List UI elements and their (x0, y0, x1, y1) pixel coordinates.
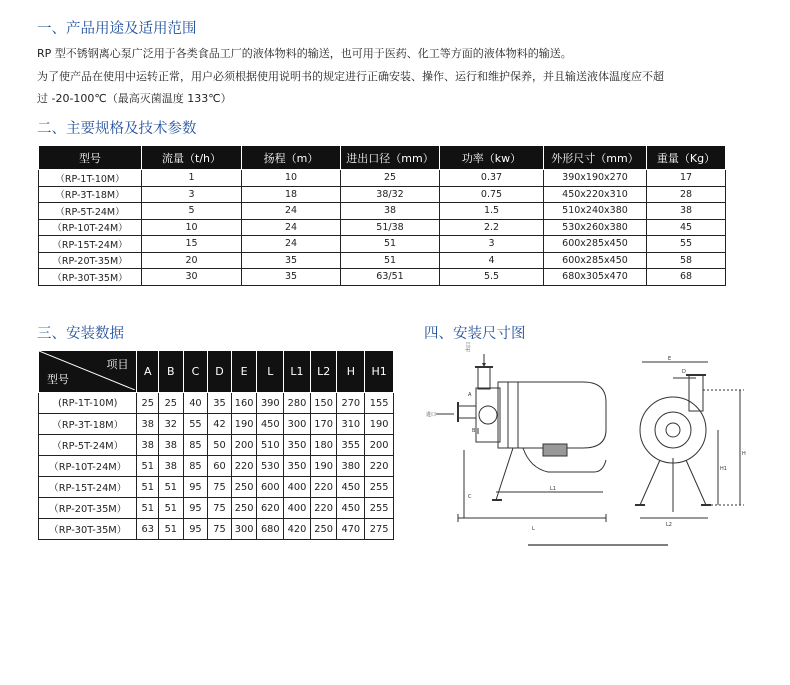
spec-cell: 24 (242, 219, 341, 236)
install-header-d: D (208, 351, 232, 393)
spec-cell: 5.5 (440, 269, 544, 286)
spec-cell: 25 (341, 170, 440, 187)
spec-cell: 3 (440, 236, 544, 253)
install-cell: 155 (365, 393, 394, 414)
install-cell: 350 (284, 456, 311, 477)
install-cell: 530 (257, 456, 284, 477)
spec-cell: 55 (647, 236, 726, 253)
install-cell: 300 (231, 519, 257, 540)
install-cell: 255 (365, 498, 394, 519)
install-cell: 190 (365, 414, 394, 435)
install-cell: （RP-10T-24M） (39, 456, 137, 477)
intro-line-2: 为了使产品在使用中运转正常，用户必须根据使用说明书的规定进行正确安装、操作、运行和维护保养，并且输送液体温度应不超 (37, 70, 664, 83)
install-cell: 35 (208, 393, 232, 414)
junction-box (543, 444, 567, 456)
spec-cell: （RP-30T-35M） (39, 269, 142, 286)
spec-cell: 24 (242, 203, 341, 220)
spec-cell: （RP-3T-18M） (39, 186, 142, 203)
spec-cell: 51 (341, 252, 440, 269)
install-cell: 220 (310, 477, 337, 498)
install-cell: 85 (183, 435, 208, 456)
install-row (39, 435, 394, 456)
dim-L-label: L (532, 526, 535, 532)
spec-cell: （RP-15T-24M） (39, 236, 142, 253)
install-cell: 450 (257, 414, 284, 435)
install-header-h: H (337, 351, 365, 393)
section1-title: 一、产品用途及适用范围 (37, 21, 197, 37)
dim-E-label: E (668, 356, 672, 362)
spec-cell: 28 (647, 186, 726, 203)
install-cell: 51 (159, 498, 184, 519)
spec-cell: （RP-1T-10M） (39, 170, 142, 187)
install-cell: 85 (183, 456, 208, 477)
install-cell: 510 (257, 435, 284, 456)
outlet-pipe (478, 367, 490, 389)
install-row (39, 477, 394, 498)
install-cell: 50 (208, 435, 232, 456)
install-cell: 220 (365, 456, 394, 477)
spec-cell: 15 (142, 236, 242, 253)
install-cell: 380 (337, 456, 365, 477)
spec-row (39, 252, 726, 269)
spec-cell: 1.5 (440, 203, 544, 220)
install-cell: （RP-5T-24M） (39, 435, 137, 456)
section4-title: 四、安装尺寸图 (424, 326, 526, 342)
front-inlet-circle (666, 423, 680, 437)
spec-row (39, 269, 726, 286)
spec-cell: 600x285x450 (544, 236, 647, 253)
install-cell: 170 (310, 414, 337, 435)
install-cell: 51 (159, 519, 184, 540)
install-header-h1: H1 (365, 351, 394, 393)
spec-cell: 63/51 (341, 269, 440, 286)
install-cell: 180 (310, 435, 337, 456)
spec-cell: 20 (142, 252, 242, 269)
install-cell: 75 (208, 519, 232, 540)
install-table (38, 350, 394, 540)
spec-header-3: 进出口径（mm） (341, 146, 440, 170)
front-legs (640, 458, 706, 512)
front-pump-circle (655, 412, 691, 448)
front-motor-circle (640, 397, 706, 463)
spec-cell: 10 (142, 219, 242, 236)
install-cell: （RP-20T-35M） (39, 498, 137, 519)
spec-cell: 38/32 (341, 186, 440, 203)
install-header-l: L (257, 351, 284, 393)
dim-C-label: C (468, 494, 472, 500)
spec-cell: 450x220x310 (544, 186, 647, 203)
spec-cell: 35 (242, 252, 341, 269)
spec-cell: 2.2 (440, 219, 544, 236)
dim-D-label: D (682, 369, 686, 375)
install-header-l2: L2 (310, 351, 337, 393)
install-cell: (RP-1T-10M) (39, 393, 137, 414)
install-cell: 310 (337, 414, 365, 435)
dim-L1-label: L1 (550, 486, 556, 492)
spec-cell: 51 (341, 236, 440, 253)
spec-cell: 38 (341, 203, 440, 220)
install-cell: 38 (137, 414, 159, 435)
inlet-label: 进口 (426, 412, 437, 418)
spec-cell: 600x285x450 (544, 252, 647, 269)
install-cell: 38 (159, 435, 184, 456)
install-cell: 51 (137, 498, 159, 519)
install-cell: 200 (231, 435, 257, 456)
install-row (39, 414, 394, 435)
spec-cell: 45 (647, 219, 726, 236)
section3-title: 三、安装数据 (37, 326, 124, 342)
install-row (39, 393, 394, 414)
install-cell: 75 (208, 498, 232, 519)
install-cell: 51 (159, 477, 184, 498)
install-cell: 150 (310, 393, 337, 414)
dim-H1-label: H1 (720, 466, 727, 472)
install-cell: 680 (257, 519, 284, 540)
spec-cell: 4 (440, 252, 544, 269)
install-cell: 220 (310, 498, 337, 519)
install-cell: 450 (337, 477, 365, 498)
install-cell: 190 (310, 456, 337, 477)
install-corner-header (39, 351, 137, 393)
install-cell: 95 (183, 477, 208, 498)
install-cell: 470 (337, 519, 365, 540)
spec-cell: 38 (647, 203, 726, 220)
spec-cell: 0.37 (440, 170, 544, 187)
spec-cell: 30 (142, 269, 242, 286)
spec-cell: 1 (142, 170, 242, 187)
inlet-pipe (458, 406, 476, 418)
install-cell: 355 (337, 435, 365, 456)
install-cell: 390 (257, 393, 284, 414)
spec-header-4: 功率（kw） (440, 146, 544, 170)
pump-impeller (479, 406, 497, 424)
spec-cell: 3 (142, 186, 242, 203)
intro-line-1: RP 型不锈钢离心泵广泛用于各类食品工厂的液体物料的输送，也可用于医药、化工等方面的液体物料的输送。 (37, 47, 572, 60)
install-cell: 95 (183, 498, 208, 519)
spec-cell: 17 (647, 170, 726, 187)
install-cell: 250 (231, 498, 257, 519)
install-header-b: B (159, 351, 184, 393)
install-cell: 55 (183, 414, 208, 435)
spec-cell: 24 (242, 236, 341, 253)
spec-cell: 530x260x380 (544, 219, 647, 236)
install-cell: 51 (137, 456, 159, 477)
install-header-e: E (231, 351, 257, 393)
motor-body (498, 382, 606, 448)
install-cell: （RP-30T-35M） (39, 519, 137, 540)
install-cell: 51 (137, 477, 159, 498)
spec-header-2: 扬程（m） (242, 146, 341, 170)
outlet-label: 出口 (466, 341, 472, 352)
dim-A-label: A (468, 392, 472, 398)
install-cell: 42 (208, 414, 232, 435)
spec-header-1: 流量（t/h） (142, 146, 242, 170)
install-row (39, 519, 394, 540)
install-cell: 350 (284, 435, 311, 456)
spec-row (39, 203, 726, 220)
corner-label-model: 型号 (47, 373, 69, 386)
install-cell: 250 (231, 477, 257, 498)
install-cell: 270 (337, 393, 365, 414)
install-cell: 280 (284, 393, 311, 414)
install-row (39, 456, 394, 477)
pump-head (476, 388, 500, 442)
install-cell: 420 (284, 519, 311, 540)
install-cell: 25 (159, 393, 184, 414)
spec-cell: 58 (647, 252, 726, 269)
install-cell: 400 (284, 498, 311, 519)
install-cell: 620 (257, 498, 284, 519)
dim-L2-label: L2 (666, 522, 672, 528)
spec-cell: 5 (142, 203, 242, 220)
install-cell: 190 (231, 414, 257, 435)
spec-header-0: 型号 (39, 146, 142, 170)
dim-H-label: H (742, 451, 746, 457)
spec-table (38, 145, 726, 286)
install-cell: 95 (183, 519, 208, 540)
install-cell: 255 (365, 477, 394, 498)
intro-line-3: 过 -20-100℃（最高灭菌温度 133℃） (37, 92, 232, 105)
spec-cell: 510x240x380 (544, 203, 647, 220)
spec-cell: 680x305x470 (544, 269, 647, 286)
spec-cell: 390x190x270 (544, 170, 647, 187)
install-cell: 160 (231, 393, 257, 414)
install-cell: 60 (208, 456, 232, 477)
install-cell: 38 (137, 435, 159, 456)
spec-cell: （RP-10T-24M） (39, 219, 142, 236)
corner-label-item: 项目 (106, 358, 129, 371)
spec-cell: 51/38 (341, 219, 440, 236)
install-row (39, 498, 394, 519)
spec-cell: 10 (242, 170, 341, 187)
spec-row (39, 170, 726, 187)
install-header-a: A (137, 351, 159, 393)
spec-cell: （RP-5T-24M） (39, 203, 142, 220)
front-outlet-pipe (689, 375, 703, 411)
install-cell: 450 (337, 498, 365, 519)
install-cell: 300 (284, 414, 311, 435)
install-cell: （RP-3T-18M） (39, 414, 137, 435)
spec-cell: 35 (242, 269, 341, 286)
section2-title: 二、主要规格及技术参数 (37, 121, 197, 137)
install-cell: 38 (159, 456, 184, 477)
install-cell: 25 (137, 393, 159, 414)
install-cell: 200 (365, 435, 394, 456)
spec-cell: 18 (242, 186, 341, 203)
install-cell: 600 (257, 477, 284, 498)
spec-header-5: 外形尺寸（mm） (544, 146, 647, 170)
dim-B-label: B (472, 428, 476, 434)
install-header-c: C (183, 351, 208, 393)
install-cell: 400 (284, 477, 311, 498)
pump-dimension-diagram (418, 340, 763, 548)
spec-cell: 68 (647, 269, 726, 286)
spec-row (39, 186, 726, 203)
install-cell: 75 (208, 477, 232, 498)
spec-header-6: 重量（Kg） (647, 146, 726, 170)
install-header-l1: L1 (284, 351, 311, 393)
install-cell: 220 (231, 456, 257, 477)
install-cell: 40 (183, 393, 208, 414)
spec-cell: 0.75 (440, 186, 544, 203)
install-cell: 63 (137, 519, 159, 540)
install-cell: 275 (365, 519, 394, 540)
install-cell: 32 (159, 414, 184, 435)
spec-row (39, 219, 726, 236)
install-cell: 250 (310, 519, 337, 540)
install-cell: （RP-15T-24M） (39, 477, 137, 498)
spec-cell: （RP-20T-35M） (39, 252, 142, 269)
spec-row (39, 236, 726, 253)
